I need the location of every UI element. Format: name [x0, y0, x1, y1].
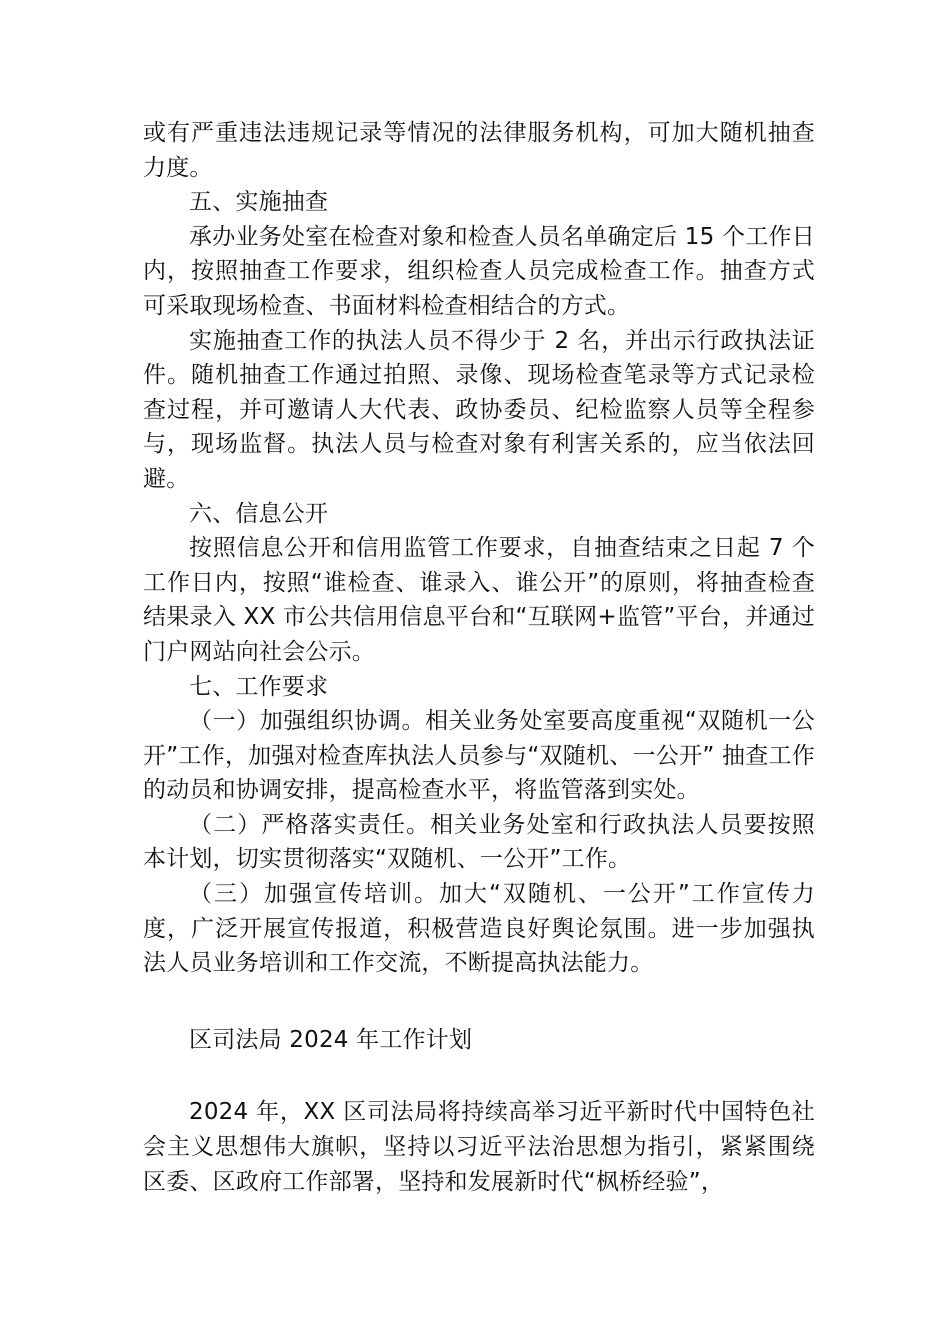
section7-paragraph-2: （二）严格落实责任。相关业务处室和行政执法人员要按照本计划，切实贯彻落实“双随机、一公开”工作。 — [143, 811, 815, 873]
section-heading-5: 五、实施抽查 — [189, 189, 329, 216]
section5-paragraph-1: 承办业务处室在检查对象和检查人员名单确定后 15 个工作日内，按照抽查工作要求，组织检查人员完成检查工作。抽查方式可采取现场检查、书面材料检查相结合的方式。 — [143, 223, 815, 319]
intro-paragraph: 2024 年，XX 区司法局将持续高举习近平新时代中国特色社会主义思想伟大旗帜，坚持以习近平法治思想为指引，紧紧围绕区委、区政府工作部署，坚持和发展新时代“枫桥经验”， — [143, 1099, 815, 1195]
section6-paragraph-1: 按照信息公开和信用监管工作要求，自抽查结束之日起 7 个工作日内，按照“谁检查、谁录入、谁公开”的原则，将抽查检查结果录入 XX 市公共信用信息平台和“互联网+监管”平台，并通过门户网站向社会公示。 — [143, 535, 815, 665]
section7-paragraph-3: （三）加强宣传培训。加大“双随机、一公开”工作宣传力度，广泛开展宣传报道，积极营造良好舆论氛围。进一步加强执法人员业务培训和工作交流，不断提高执法能力。 — [143, 881, 815, 977]
document-body — [143, 116, 815, 1199]
section-heading-6: 六、信息公开 — [189, 500, 329, 527]
section-heading-7: 七、工作要求 — [189, 673, 329, 700]
section7-paragraph-1: （一）加强组织协调。相关业务处室要高度重视“双随机一公开”工作，加强对检查库执法人员参与“双随机、一公开” 抽查工作的动员和协调安排，提高检查水平，将监管落到实处。 — [143, 708, 815, 804]
document-title: 区司法局 2024 年工作计划 — [189, 1026, 473, 1053]
spacer — [143, 1057, 815, 1095]
continuation-paragraph: 或有严重违法违规记录等情况的法律服务机构，可加大随机抽查力度。 — [143, 120, 815, 181]
section5-paragraph-2: 实施抽查工作的执法人员不得少于 2 名，并出示行政执法证件。随机抽查工作通过拍照、录像、现场检查笔录等方式记录检查过程，并可邀请人大代表、政协委员、纪检监察人员等全程参与，现场监督。执法人员与检查对象有利害关系的，应当依法回避。 — [143, 327, 815, 492]
spacer — [143, 981, 815, 1023]
